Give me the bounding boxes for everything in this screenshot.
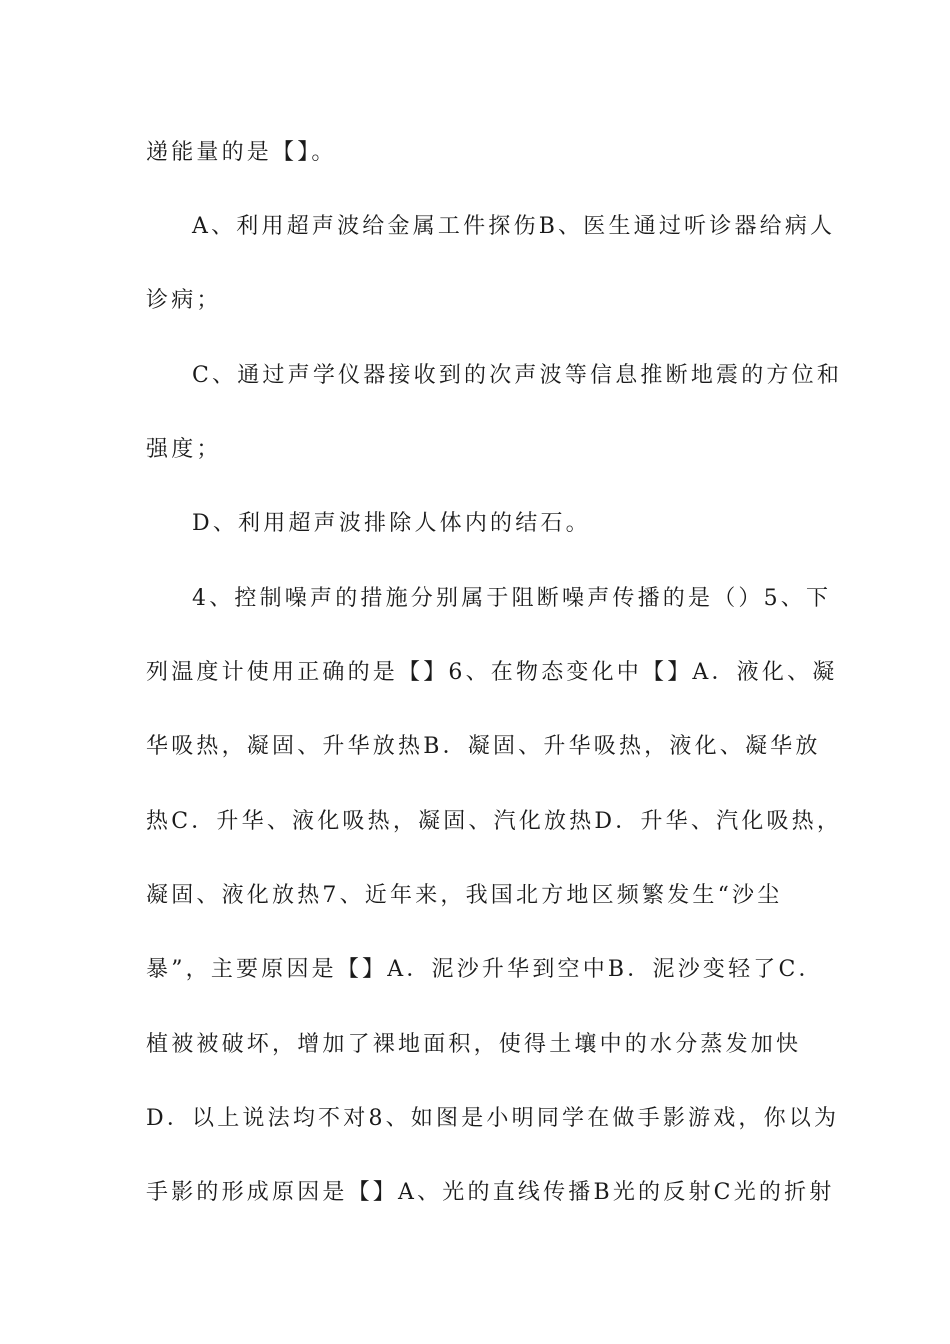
text-line: 手影的形成原因是【】A、光的直线传播B光的反射C光的折射: [146, 1180, 835, 1205]
text-line: 诊病；: [146, 288, 222, 313]
text-line: D、利用超声波排除人体内的结石。: [192, 511, 591, 536]
text-line: 列温度计使用正确的是【】6、在物态变化中【】A．液化、凝: [146, 660, 838, 685]
text-line: A、利用超声波给金属工件探伤B、医生通过听诊器给病人: [192, 214, 836, 239]
text-line: 热C．升华、液化吸热，凝固、汽化放热D．升华、汽化吸热，: [146, 809, 843, 834]
text-line: 强度；: [146, 437, 222, 462]
text-line: 凝固、液化放热7、近年来，我国北方地区频繁发生“沙尘: [146, 883, 783, 908]
text-line: 华吸热，凝固、升华放热B．凝固、升华吸热，液化、凝华放: [146, 734, 821, 759]
text-line: 递能量的是【】。: [146, 140, 337, 165]
text-line: D．以上说法均不对8、如图是小明同学在做手影游戏，你以为: [146, 1106, 840, 1131]
text-line: 暴”，主要原因是【】A．泥沙升华到空中B．泥沙变轻了C．: [146, 957, 824, 982]
text-line: C、通过声学仪器接收到的次声波等信息推断地震的方位和: [192, 363, 843, 388]
text-line: 植被被破坏，增加了裸地面积，使得土壤中的水分蒸发加快: [146, 1032, 802, 1057]
text-line: 4、控制噪声的措施分别属于阻断噪声传播的是（）5、下: [192, 586, 832, 611]
